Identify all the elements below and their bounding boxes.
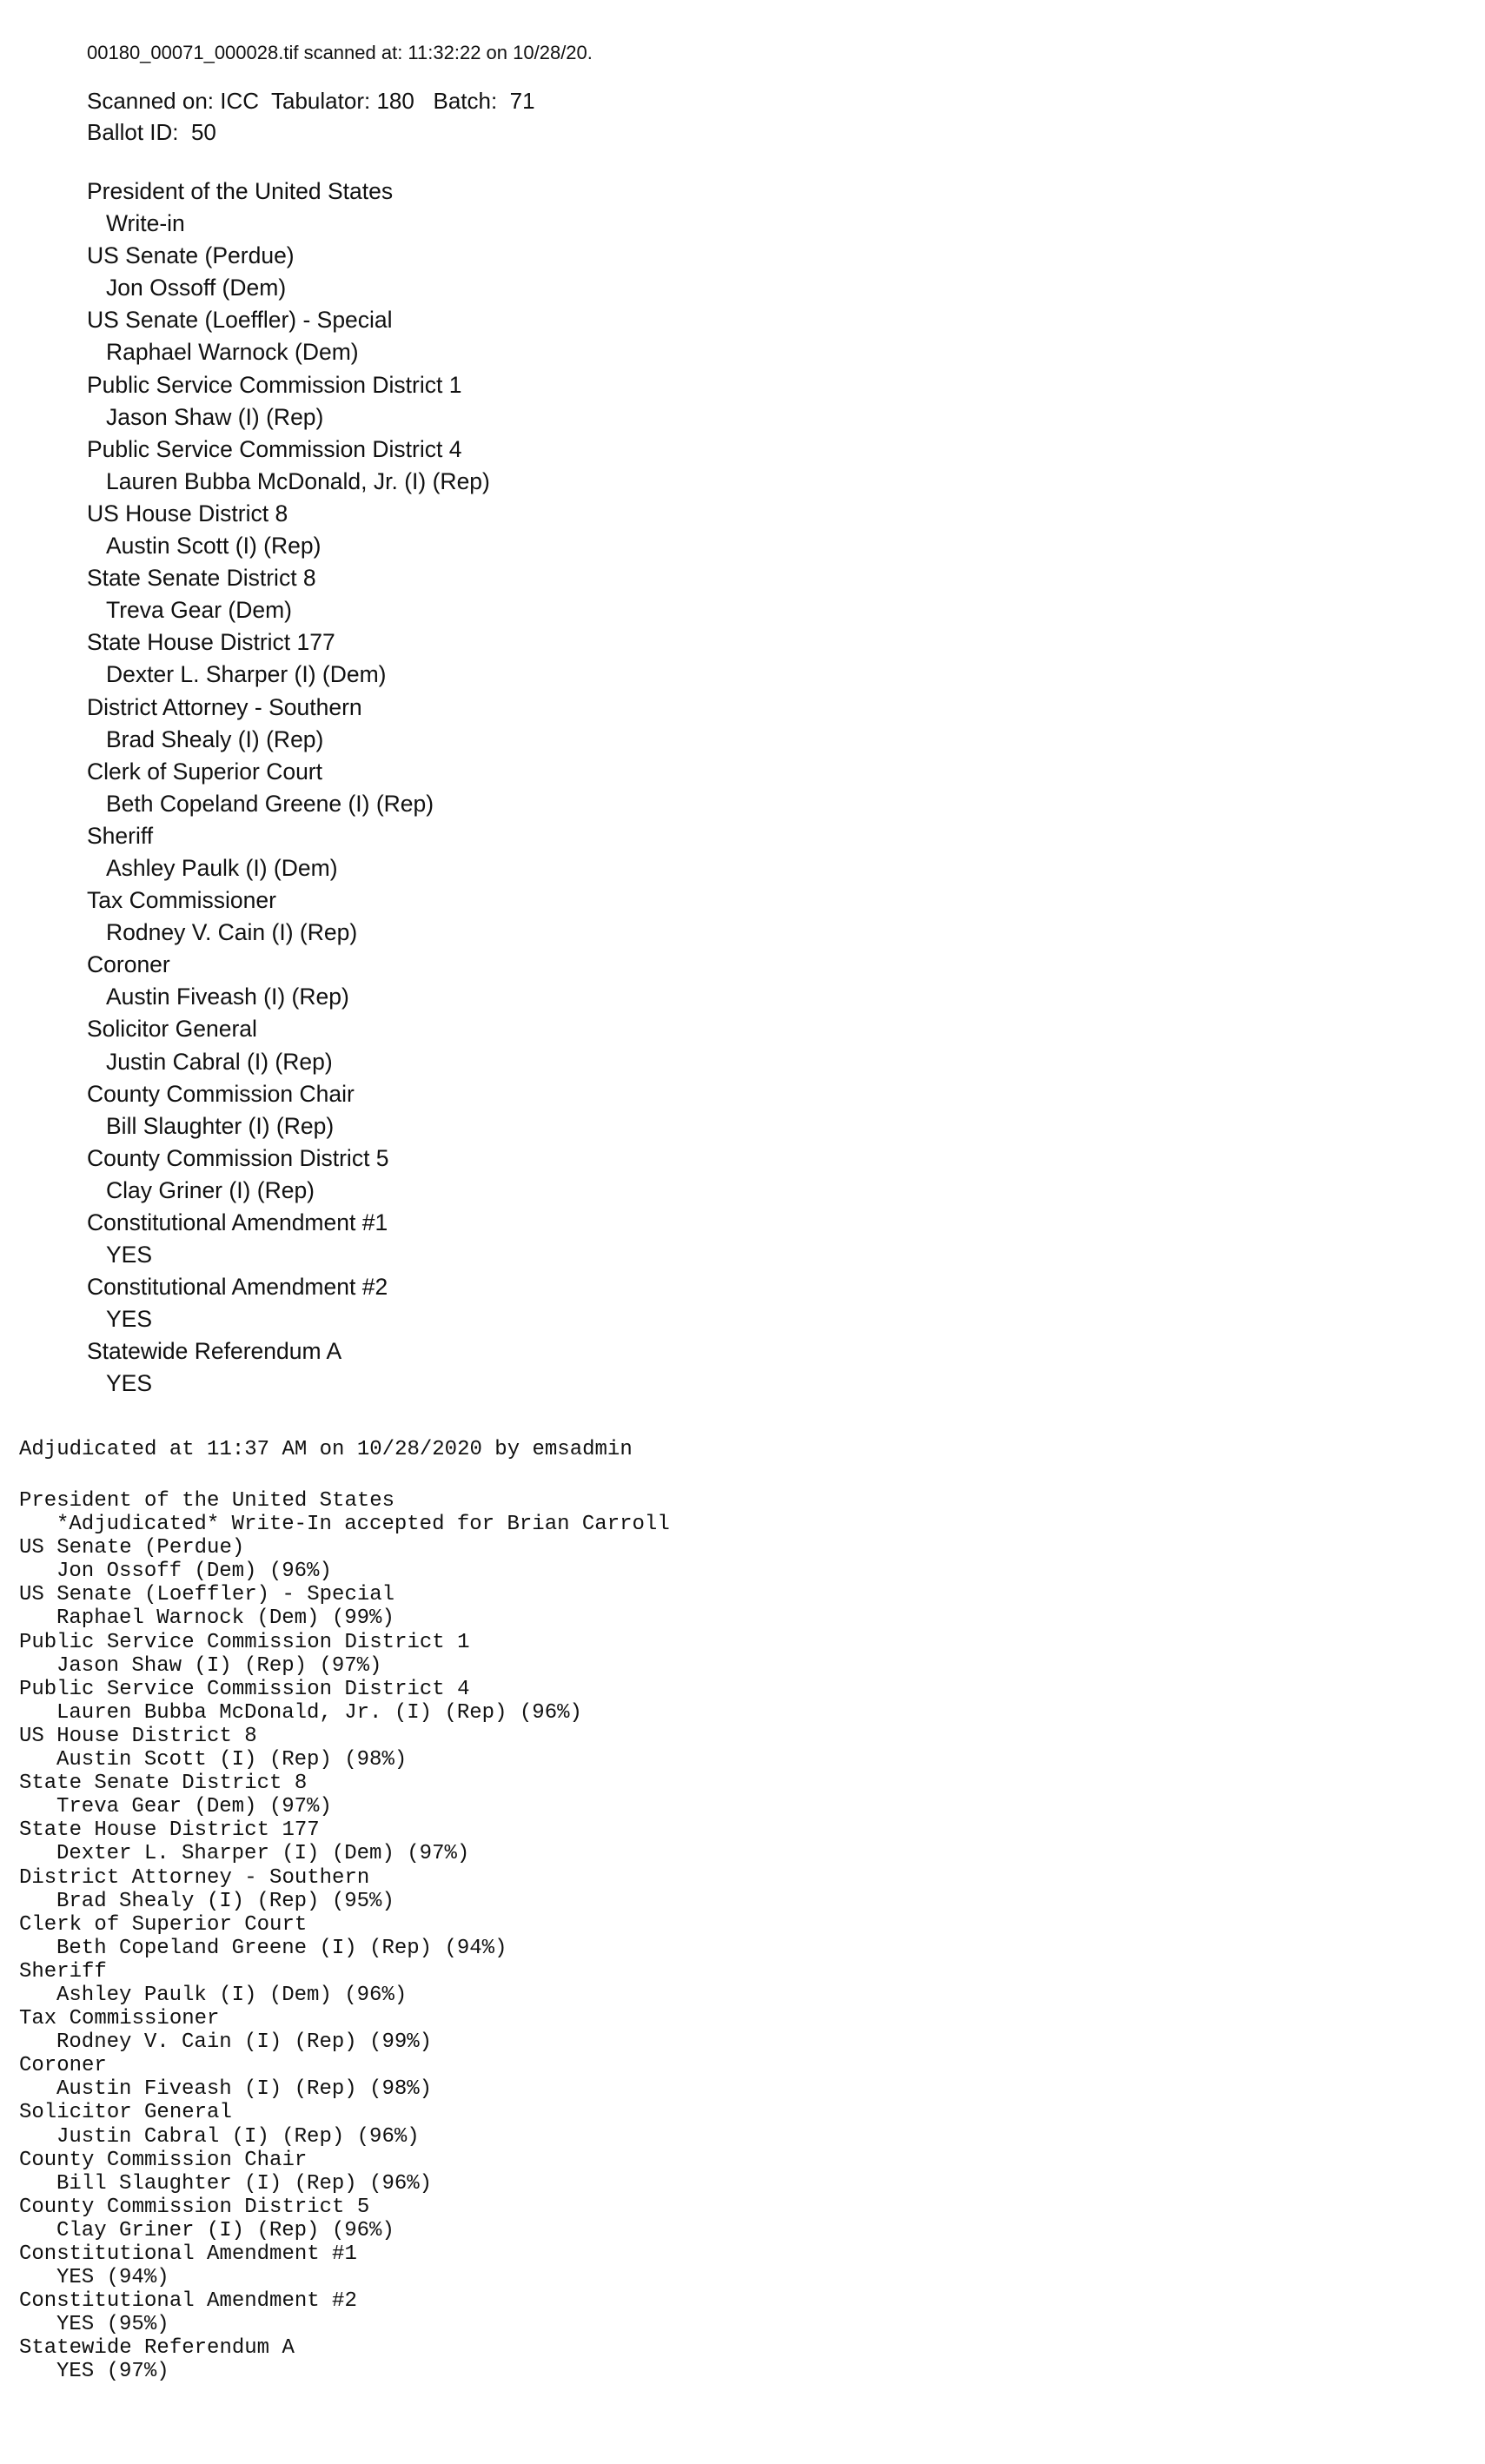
ballot-id-row — [87, 116, 593, 148]
adjudication-section — [19, 1437, 670, 2384]
adjudicated-contest-title: Constitutional Amendment #1 — [19, 2242, 357, 2266]
ballot-contest-choice: Bill Slaughter (I) (Rep) — [106, 1112, 335, 1139]
scan-details-row — [87, 85, 593, 116]
adjudicated-contest-choice: YES (97%) — [56, 2360, 169, 2384]
adjudicated-contest-title: US Senate (Loeffler) - Special — [19, 1583, 395, 1607]
ballot-contest-choice: Treva Gear (Dem) — [106, 597, 292, 624]
adjudicated-contest-choice: Austin Fiveash (I) (Rep) (98%) — [56, 2077, 433, 2102]
ballot-contest-title: Public Service Commission District 1 — [87, 371, 462, 398]
ballot-contest-title: State House District 177 — [87, 629, 335, 656]
ballot-contest-title: Clerk of Superior Court — [87, 758, 322, 785]
scanned-on-label: Scanned on: — [87, 88, 215, 114]
ballot-contest-title: President of the United States — [87, 178, 394, 204]
ballot-contest-title: County Commission Chair — [87, 1080, 355, 1107]
ballot-contest-choice: YES — [106, 1306, 153, 1333]
ballot-contest-title: Constitutional Amendment #2 — [87, 1274, 388, 1301]
adjudicated-contest-title: Sheriff — [19, 1959, 107, 1984]
adjudicated-contest-title: Clerk of Superior Court — [19, 1912, 308, 1937]
adjudicated-contest-choice: Bill Slaughter (I) (Rep) (96%) — [56, 2171, 433, 2196]
adjudicated-contest-choice: YES (94%) — [56, 2266, 169, 2290]
ballot-contest-title: Coroner — [87, 951, 170, 978]
adjudicated-contest-title: County Commission Chair — [19, 2148, 308, 2172]
ballot-contest-choice: Jon Ossoff (Dem) — [106, 275, 287, 301]
adjudicated-contest-choice: Justin Cabral (I) (Rep) (96%) — [56, 2124, 420, 2149]
batch-label: Batch: — [433, 88, 498, 114]
adjudicated-contest-choice: Beth Copeland Greene (I) (Rep) (94%) — [56, 1936, 507, 1960]
ballot-contest-choice: Justin Cabral (I) (Rep) — [106, 1048, 333, 1075]
adjudicated-contest-choice: Ashley Paulk (I) (Dem) (96%) — [56, 1983, 408, 2007]
batch-value: 71 — [509, 88, 535, 114]
ballot-contest-title: Sheriff — [87, 822, 154, 849]
adjudicated-contest-title: Public Service Commission District 1 — [19, 1630, 470, 1654]
adjudicated-contest-title: State Senate District 8 — [19, 1772, 308, 1796]
ballot-contest-choice: Raphael Warnock (Dem) — [106, 339, 359, 366]
adjudicated-contest-title: Coroner — [19, 2054, 107, 2078]
adjudicated-contest-title: Constitutional Amendment #2 — [19, 2289, 357, 2314]
adjudicated-contest-title: US Senate (Perdue) — [19, 1536, 245, 1560]
ballot-contest-choice: Jason Shaw (I) (Rep) — [106, 403, 324, 430]
adjudicated-contest-title: State House District 177 — [19, 1818, 320, 1843]
scan-info-line: 00180_00071_000028.tif scanned at: 11:32:22 on 10/28/20. — [87, 42, 593, 63]
adjudicated-contest-title: US House District 8 — [19, 1724, 257, 1748]
scanned-on-value: ICC — [220, 88, 260, 114]
ballot-contest-choice: YES — [106, 1370, 153, 1397]
scan-section — [87, 38, 593, 1401]
ballot-contest-choice: Lauren Bubba McDonald, Jr. (I) (Rep) — [106, 467, 490, 494]
adjudicated-contest-choice: Raphael Warnock (Dem) (99%) — [56, 1606, 394, 1631]
ballot-id-label: Ballot ID: — [87, 119, 179, 145]
ballot-contest-title: Public Service Commission District 4 — [87, 435, 462, 462]
ballot-contest-title: Constitutional Amendment #1 — [87, 1209, 388, 1235]
ballot-contest-choice: Rodney V. Cain (I) (Rep) — [106, 919, 358, 946]
ballot-contest-title: US Senate (Perdue) — [87, 242, 295, 269]
ballot-contest-choice: Austin Fiveash (I) (Rep) — [106, 984, 349, 1010]
ballot-contest-choice: Austin Scott (I) (Rep) — [106, 533, 322, 560]
adjudicated-contest-title: Solicitor General — [19, 2101, 232, 2125]
adjudicated-contest-title: Tax Commissioner — [19, 2007, 220, 2031]
adjudicated-contest-choice: Jason Shaw (I) (Rep) (97%) — [56, 1653, 382, 1678]
adjudicated-contest-title: County Commission District 5 — [19, 2195, 370, 2219]
ballot-contest-choice: Beth Copeland Greene (I) (Rep) — [106, 790, 434, 817]
adjudicated-contest-title: President of the United States — [19, 1489, 395, 1513]
adjudicated-contest-choice: YES (95%) — [56, 2313, 169, 2337]
adjudicated-contest-choice: Clay Griner (I) (Rep) (96%) — [56, 2218, 394, 2242]
ballot-contest-title: County Commission District 5 — [87, 1144, 389, 1171]
ballot-contest-title: US Senate (Loeffler) - Special — [87, 307, 393, 334]
ballot-contest-title: State Senate District 8 — [87, 565, 316, 592]
adjudicated-contest-title: Statewide Referendum A — [19, 2336, 295, 2361]
adjudicated-contest-list — [19, 1489, 670, 2384]
ballot-contest-title: District Attorney - Southern — [87, 693, 362, 720]
adjudicated-contest-title: Public Service Commission District 4 — [19, 1677, 470, 1701]
ballot-contest-choice: Dexter L. Sharper (I) (Dem) — [106, 661, 387, 688]
ballot-contest-choice: Write-in — [106, 210, 185, 237]
ballot-contest-choice: Brad Shealy (I) (Rep) — [106, 725, 324, 752]
ballot-header — [87, 85, 593, 148]
adjudicated-contest-choice: *Adjudicated* Write-In accepted for Brian Carroll — [56, 1513, 670, 1537]
adjudication-header: Adjudicated at 11:37 AM on 10/28/2020 by emsadmin — [19, 1438, 633, 1461]
adjudicated-contest-choice: Rodney V. Cain (I) (Rep) (99%) — [56, 2030, 433, 2055]
adjudicated-contest-choice: Treva Gear (Dem) (97%) — [56, 1795, 332, 1819]
tabulator-value: 180 — [376, 88, 414, 114]
ballot-contest-title: US House District 8 — [87, 500, 288, 527]
adjudicated-contest-choice: Dexter L. Sharper (I) (Dem) (97%) — [56, 1842, 470, 1866]
adjudicated-contest-choice: Jon Ossoff (Dem) (96%) — [56, 1560, 332, 1584]
adjudicated-contest-choice: Austin Scott (I) (Rep) (98%) — [56, 1748, 408, 1772]
adjudicated-contest-title: District Attorney - Southern — [19, 1865, 370, 1890]
ballot-contest-choice: YES — [106, 1242, 153, 1268]
contest-list — [87, 176, 593, 1401]
adjudicated-contest-choice: Lauren Bubba McDonald, Jr. (I) (Rep) (96%) — [56, 1700, 582, 1725]
ballot-contest-title: Tax Commissioner — [87, 887, 276, 914]
ballot-contest-choice: Clay Griner (I) (Rep) — [106, 1176, 315, 1203]
ballot-contest-title: Solicitor General — [87, 1016, 257, 1043]
ballot-id-value: 50 — [190, 119, 216, 145]
adjudicated-contest-choice: Brad Shealy (I) (Rep) (95%) — [56, 1889, 394, 1913]
ballot-contest-title: Statewide Referendum A — [87, 1338, 342, 1365]
ballot-contest-choice: Ashley Paulk (I) (Dem) — [106, 854, 338, 881]
tabulator-label: Tabulator: — [271, 88, 371, 114]
